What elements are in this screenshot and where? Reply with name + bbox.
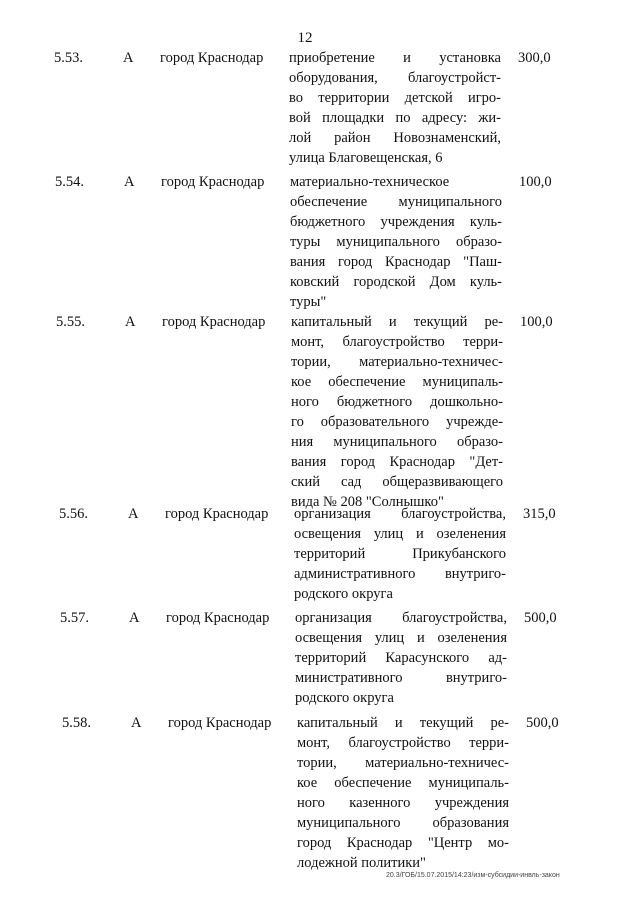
description-line: министративного внутриго- [295,670,507,686]
description-line: бюджетного учреждения куль- [290,214,502,230]
row-amount: 500,0 [526,715,559,731]
description-line: туры муниципального образо- [290,234,502,250]
description-line: ский сад общеразвивающего [291,474,503,490]
description-line: лодежной политики" [297,855,426,871]
description-line: освещения улиц и озеленения [294,526,506,542]
row-amount: 100,0 [519,174,552,190]
description-line: монт, благоустройство терри- [297,735,509,751]
row-amount: 300,0 [518,50,551,66]
row-description [294,504,506,604]
row-number: 5.56. [59,506,88,522]
description-line: родского округа [295,690,394,706]
row-amount: 315,0 [523,506,556,522]
row-amount: 100,0 [520,314,553,330]
description-line: капитальный и текущий ре- [297,715,509,731]
description-line: приобретение и установка [289,50,501,66]
row-place: город Краснодар [161,174,265,190]
description-line: город Краснодар "Центр мо- [297,835,509,851]
row-description [290,172,502,312]
description-line: го образовательного учрежде- [291,414,503,430]
description-line: административного внутриго- [294,566,506,582]
description-line: вания город Краснодар "Дет- [291,454,503,470]
row-place: город Краснодар [162,314,266,330]
row-category: А [124,174,135,190]
row-number: 5.55. [56,314,85,330]
page-number: 12 [297,30,313,46]
description-line: капитальный и текущий ре- [291,314,503,330]
description-line: вой площадки по адресу: жи- [289,110,501,126]
description-line: ного бюджетного дошкольно- [291,394,503,410]
row-description [291,312,503,512]
row-number: 5.58. [62,715,91,731]
row-category: А [129,610,140,626]
description-line: во территории детской игро- [289,90,501,106]
description-line: монт, благоустройство терри- [291,334,503,350]
footer-file-stamp: 20.3/ГОБ/15.07.2015/14:23/изм-субсидии-инвль-закон [386,872,560,879]
row-number: 5.54. [55,174,84,190]
row-description [295,608,507,708]
description-line: тории, материально-техничес- [297,755,509,771]
description-line: туры" [290,294,327,310]
row-category: А [123,50,134,66]
description-line: территорий Карасунского ад- [295,650,507,666]
description-line: кое обеспечение муниципаль- [297,775,509,791]
description-line: организация благоустройства, [295,610,507,626]
row-number: 5.53. [54,50,83,66]
description-line: кое обеспечение муниципаль- [291,374,503,390]
description-line: ния муниципального образо- [291,434,503,450]
description-line: тории, материально-техничес- [291,354,503,370]
row-category: А [128,506,139,522]
row-category: А [125,314,136,330]
description-line: ного казенного учреждения [297,795,509,811]
description-line: вания город Краснодар "Паш- [290,254,502,270]
row-description [289,48,501,168]
description-line: лой район Новознаменский, [289,130,501,146]
description-line: территорий Прикубанского [294,546,506,562]
description-line: вида № 208 "Солнышко" [291,494,444,510]
row-place: город Краснодар [165,506,269,522]
description-line: муниципального образования [297,815,509,831]
row-place: город Краснодар [166,610,270,626]
row-amount: 500,0 [524,610,557,626]
description-line: оборудования, благоустройст- [289,70,501,86]
description-line: обеспечение муниципального [290,194,502,210]
row-number: 5.57. [60,610,89,626]
description-line: организация благоустройства, [294,506,506,522]
row-category: А [131,715,142,731]
description-line: материально-техническое [290,174,450,190]
row-place: город Краснодар [160,50,264,66]
row-place: город Краснодар [168,715,272,731]
description-line: ковский городской Дом куль- [290,274,502,290]
row-description [297,713,509,873]
description-line: улица Благовещенская, 6 [289,150,443,166]
description-line: освещения улиц и озеленения [295,630,507,646]
description-line: родского округа [294,586,393,602]
